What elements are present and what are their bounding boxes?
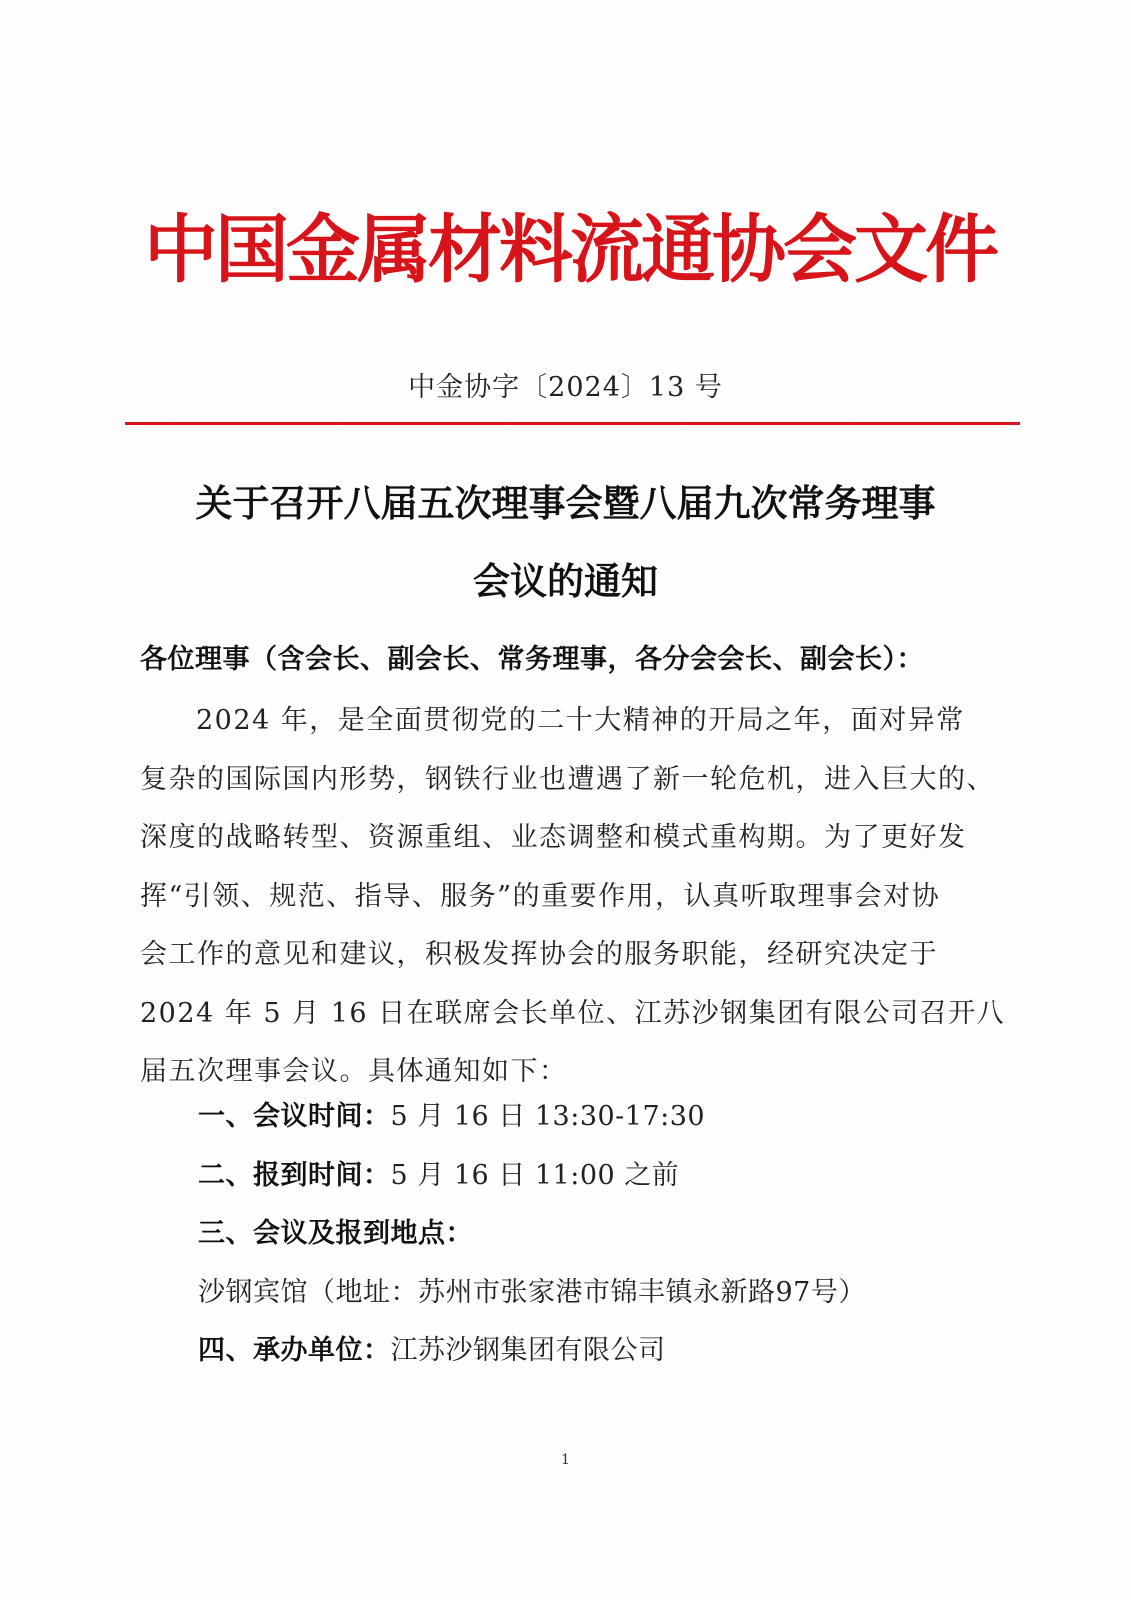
- body-paragraph: [140, 692, 1006, 1102]
- body-line: 挥“引领、规范、指导、服务”的重要作用，认真听取理事会对协: [140, 880, 941, 912]
- page-number: 1: [561, 1452, 570, 1468]
- venue-address-item: [198, 1273, 1018, 1332]
- checkin-time-item: [198, 1156, 1018, 1215]
- host-organization-item: [198, 1331, 1018, 1390]
- venue-item: [198, 1214, 1018, 1273]
- item-value: 5 月 16 日 13:30-17:30: [390, 1101, 706, 1132]
- document-number: 中金协字〔2024〕13 号: [408, 372, 723, 403]
- body-line: 深度的战略转型、资源重组、业态调整和模式重构期。为了更好发: [140, 822, 967, 853]
- body-line: 会工作的意见和建议，积极发挥协会的服务职能，经研究决定于: [140, 939, 938, 970]
- item-value: 江苏沙钢集团有限公司: [390, 1335, 666, 1366]
- item-value: 沙钢宾馆（地址：苏州市张家港市锦丰镇永新路97号）: [198, 1276, 866, 1308]
- notice-title: [0, 465, 1131, 621]
- item-label: 二、报到时间：: [198, 1159, 391, 1191]
- meeting-details-list: [198, 1097, 1018, 1390]
- meeting-time-item: [198, 1097, 1018, 1156]
- salutation: 各位理事（含会长、副会长、常务理事，各分会会长、副会长）：: [140, 644, 924, 675]
- body-line: 复杂的国际国内形势，钢铁行业也遭遇了新一轮危机，进入巨大的、: [140, 763, 995, 795]
- notice-title-line-2: 会议的通知: [473, 560, 658, 603]
- red-divider-line: [125, 422, 1020, 425]
- item-label: 一、会议时间：: [198, 1101, 391, 1132]
- item-label: 四、承办单位：: [198, 1335, 391, 1366]
- body-line: 2024 年 5 月 16 日在联席会长单位、江苏沙钢集团有限公司召开八: [140, 997, 1006, 1029]
- notice-title-line-1: 关于召开八届五次理事会暨八届九次常务理事: [195, 482, 936, 525]
- body-line: 届五次理事会议。具体通知如下：: [140, 1056, 568, 1087]
- body-line: 2024 年，是全面贯彻党的二十大精神的开局之年，面对异常: [196, 705, 965, 736]
- item-value: 5 月 16 日 11:00 之前: [390, 1159, 680, 1191]
- item-label: 三、会议及报到地点：: [198, 1218, 473, 1249]
- masthead-title: 中国金属材料流通协会文件: [144, 207, 996, 293]
